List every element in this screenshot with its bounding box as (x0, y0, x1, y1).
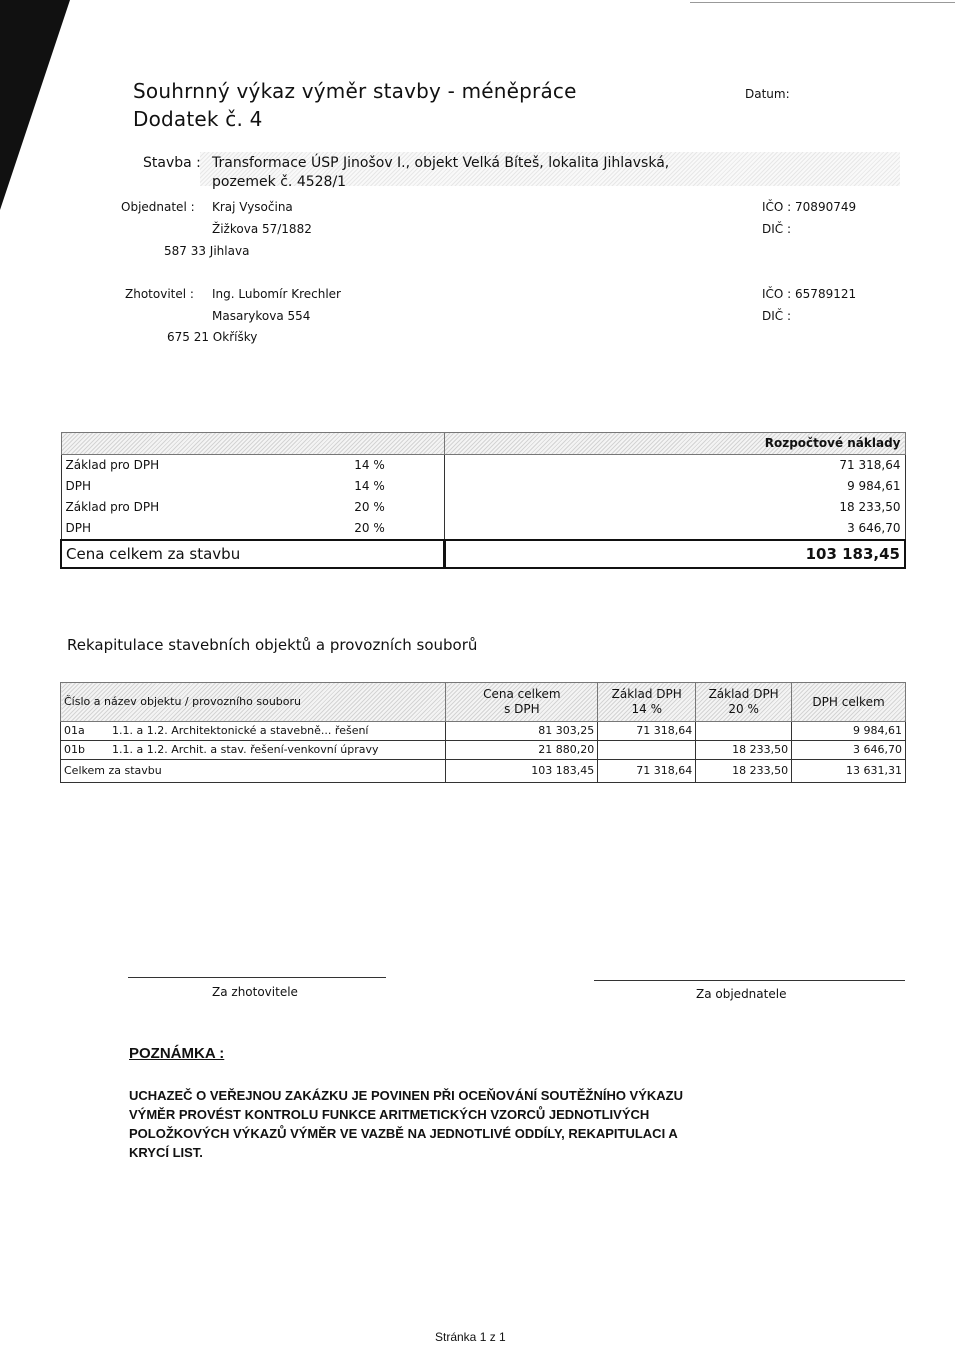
recap-header-base14-1: Základ DPH (611, 687, 682, 701)
summary-label: DPH (61, 476, 350, 497)
recap-row-code: 01b (64, 743, 85, 756)
objednatel-street: Žižkova 57/1882 (212, 222, 312, 236)
recap-row-code: 01a (64, 724, 85, 737)
recap-row-vat: 3 646,70 (792, 741, 906, 760)
recap-row-base20: 18 233,50 (696, 741, 792, 760)
summary-header: Rozpočtové náklady (444, 433, 905, 455)
objednatel-name: Kraj Vysočina (212, 200, 293, 214)
summary-value: 3 646,70 (444, 518, 905, 540)
recap-title: Rekapitulace stavebních objektů a provozních souborů (67, 636, 478, 654)
recap-row-base14 (598, 741, 696, 760)
stavba-label: Stavba : (143, 155, 201, 171)
recap-total-vat: 13 631,31 (792, 760, 906, 783)
objednatel-label: Objednatel : (121, 200, 195, 214)
note-line1: UCHAZEČ O VEŘEJNOU ZAKÁZKU JE POVINEN PŘI OCEŇOVÁNÍ SOUTĚŽNÍHO VÝKAZU (129, 1088, 683, 1103)
zhotovitel-label: Zhotovitel : (125, 287, 194, 301)
recap-header-base14 (598, 683, 696, 722)
note-line4: KRYCÍ LIST. (129, 1145, 203, 1160)
recap-total-label: Celkem za stavbu (61, 760, 446, 783)
stavba-line1: Transformace ÚSP Jinošov I., objekt Velká Bíteš, lokalita Jihlavská, (212, 155, 670, 171)
recap-table (60, 682, 906, 783)
note-line3: POLOŽKOVÝCH VÝKAZŮ VÝMĚR VE VAZBĚ NA JEDNOTLIVÉ ODDÍLY, REKAPITULACI A (129, 1126, 678, 1141)
zhotovitel-dic: DIČ : (762, 309, 792, 323)
recap-header-base20-1: Základ DPH (708, 687, 779, 701)
summary-value: 18 233,50 (444, 497, 905, 518)
objednatel-dic: DIČ : (762, 222, 792, 236)
signature-left-label: Za zhotovitele (212, 985, 298, 999)
summary-label: Základ pro DPH (61, 497, 350, 518)
summary-header-blank (61, 433, 444, 455)
summary-value: 9 984,61 (444, 476, 905, 497)
page-title: Souhrnný výkaz výměr stavby - méněpráce (133, 79, 577, 103)
recap-header-base20 (696, 683, 792, 722)
recap-row-label: 1.1. a 1.2. Architektonické a stavebně... řešení (112, 724, 369, 737)
summary-table (60, 432, 906, 569)
summary-rate: 14 % (354, 479, 385, 493)
recap-row (61, 722, 906, 741)
zhotovitel-city: 675 21 Okříšky (167, 330, 258, 344)
recap-header-row (61, 683, 906, 722)
recap-row-total: 81 303,25 (446, 722, 598, 741)
recap-row (61, 741, 906, 760)
note-line2: VÝMĚR PROVÉST KONTROLU FUNKCE ARITMETICKÝCH VZORCŮ JEDNOTLIVÝCH (129, 1107, 650, 1122)
zhotovitel-street: Masarykova 554 (212, 309, 311, 323)
summary-value: 71 318,64 (444, 455, 905, 477)
recap-total-base20: 18 233,50 (696, 760, 792, 783)
summary-label: Základ pro DPH (61, 455, 350, 477)
recap-total-row (61, 760, 906, 783)
objednatel-ico: IČO : 70890749 (762, 200, 857, 214)
signature-line-left (128, 977, 386, 978)
summary-total-value: 103 183,45 (444, 540, 905, 568)
summary-row (61, 518, 905, 540)
zhotovitel-name: Ing. Lubomír Krechler (212, 287, 341, 301)
note-title: POZNÁMKA : (129, 1045, 225, 1062)
summary-header-row (61, 433, 905, 455)
objednatel-city: 587 33 Jihlava (164, 244, 250, 258)
recap-header-base20-2: 20 % (728, 702, 759, 716)
summary-row (61, 497, 905, 518)
datum-label: Datum: (745, 87, 790, 101)
recap-row-label: 1.1. a 1.2. Archit. a stav. řešení-venkovní úpravy (112, 743, 379, 756)
recap-header-base14-2: 14 % (631, 702, 662, 716)
recap-row-name (61, 741, 446, 760)
recap-header-name: Číslo a název objektu / provozního souboru (61, 683, 446, 722)
summary-label: DPH (61, 518, 350, 540)
recap-header-total-1: Cena celkem (483, 687, 561, 701)
summary-row (61, 476, 905, 497)
signature-line-right (594, 980, 905, 981)
recap-total-total: 103 183,45 (446, 760, 598, 783)
scan-edge-shadow (0, 0, 70, 210)
page-subtitle: Dodatek č. 4 (133, 107, 263, 131)
recap-row-total: 21 880,20 (446, 741, 598, 760)
recap-row-base14: 71 318,64 (598, 722, 696, 741)
signature-right-label: Za objednatele (696, 987, 787, 1001)
recap-header-vat: DPH celkem (792, 683, 906, 722)
recap-header-total-2: s DPH (504, 702, 540, 716)
summary-rate: 20 % (354, 521, 385, 535)
zhotovitel-ico: IČO : 65789121 (762, 287, 857, 301)
summary-total-label: Cena celkem za stavbu (61, 540, 444, 568)
top-rule (690, 2, 955, 3)
page-number: Stránka 1 z 1 (435, 1330, 506, 1344)
recap-total-base14: 71 318,64 (598, 760, 696, 783)
summary-row (61, 455, 905, 477)
summary-rate: 14 % (354, 458, 385, 472)
summary-rate: 20 % (354, 500, 385, 514)
stavba-line2: pozemek č. 4528/1 (212, 174, 347, 190)
recap-header-total (446, 683, 598, 722)
recap-row-name (61, 722, 446, 741)
summary-total-row (61, 540, 905, 568)
recap-row-vat: 9 984,61 (792, 722, 906, 741)
recap-row-base20 (696, 722, 792, 741)
